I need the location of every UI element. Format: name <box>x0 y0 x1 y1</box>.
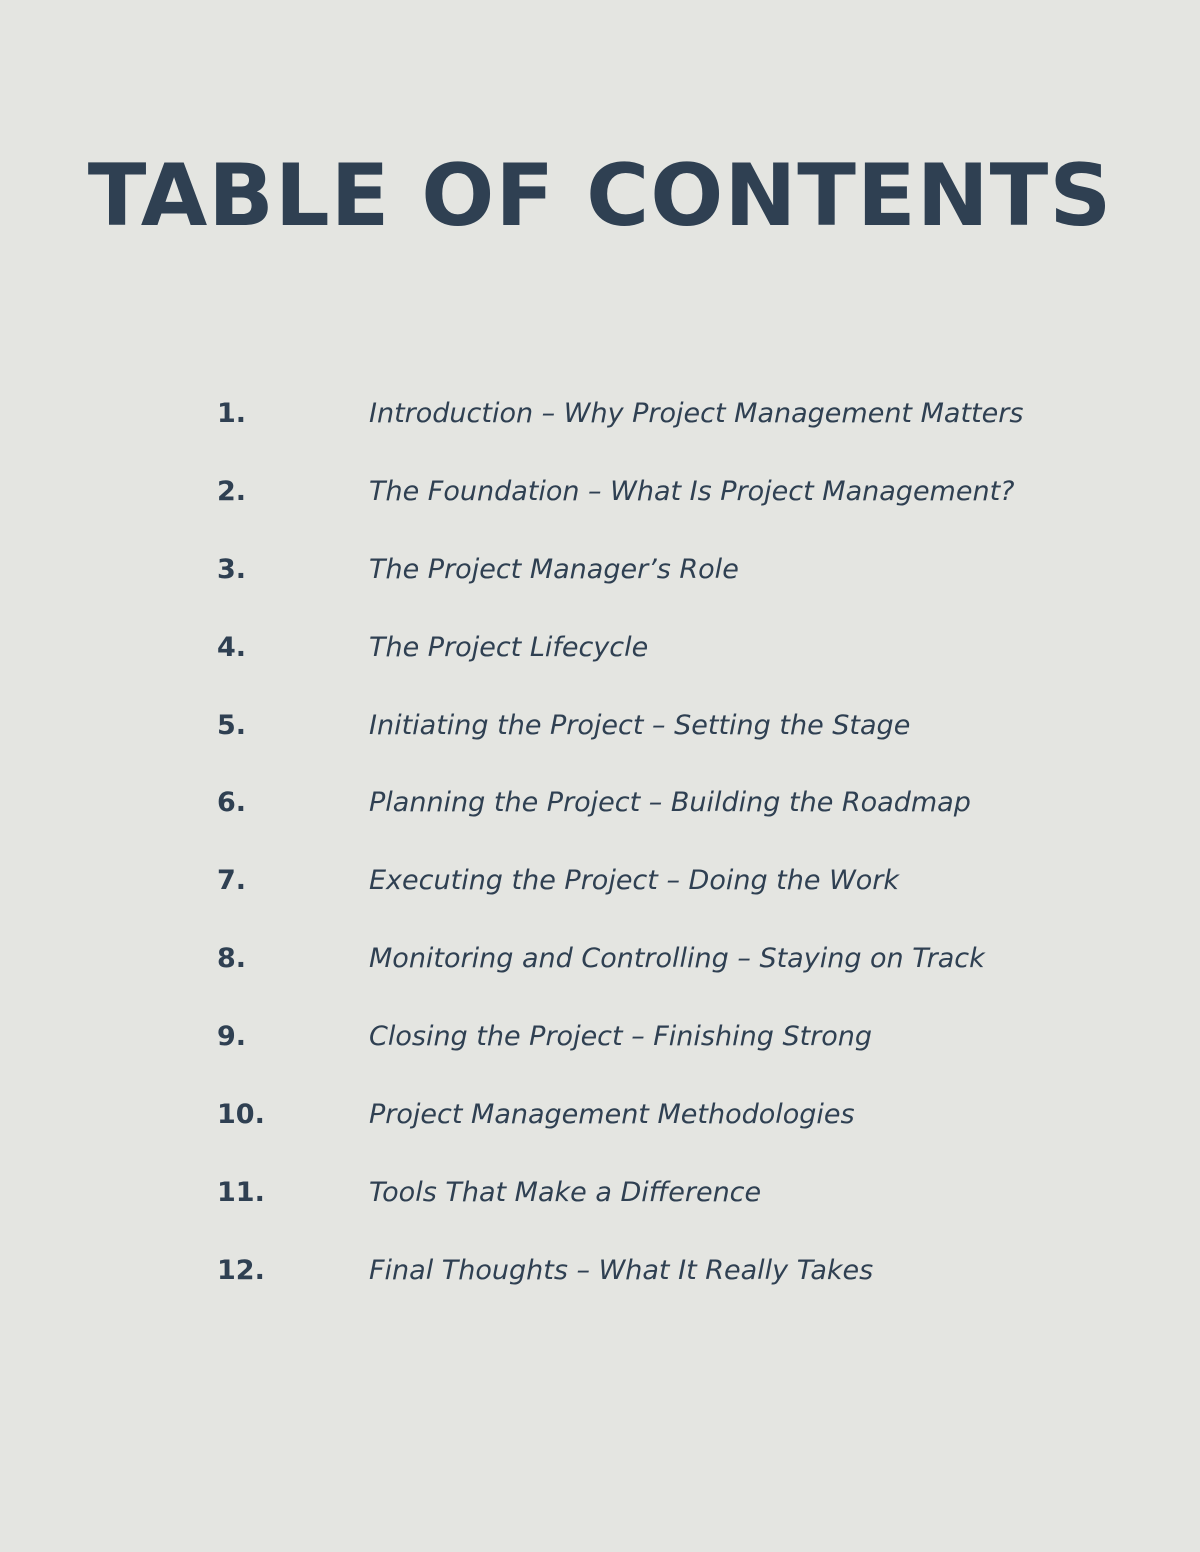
toc-entry-number: 2. <box>217 475 247 507</box>
toc-entry-10 <box>0 1075 1200 1153</box>
toc-entry-title: The Foundation – What Is Project Management? <box>369 475 1015 507</box>
toc-entry-title: The Project Lifecycle <box>369 631 649 663</box>
toc-entry-number: 6. <box>217 787 247 819</box>
toc-entry-number: 11. <box>217 1176 265 1208</box>
toc-entry-2 <box>0 452 1200 530</box>
toc-entry-8 <box>0 919 1200 997</box>
toc-entry-title: Introduction – Why Project Management Matters <box>369 398 1024 429</box>
toc-entry-11 <box>0 1153 1200 1231</box>
toc-entry-title: Executing the Project – Doing the Work <box>369 865 900 897</box>
toc-entry-6 <box>0 763 1200 841</box>
toc-entry-title: Monitoring and Controlling – Staying on Track <box>369 943 985 975</box>
toc-entry-7 <box>0 841 1200 919</box>
toc-entry-title: Final Thoughts – What It Really Takes <box>369 1254 874 1286</box>
toc-entry-number: 5. <box>217 709 247 741</box>
toc-entry-3 <box>0 530 1200 608</box>
toc-entry-number: 1. <box>217 398 247 429</box>
toc-entry-title: The Project Manager’s Role <box>369 553 739 585</box>
toc-entry-number: 12. <box>217 1254 265 1286</box>
toc-entry-12 <box>0 1231 1200 1309</box>
toc-entry-number: 4. <box>217 631 247 663</box>
toc-entry-9 <box>0 997 1200 1075</box>
toc-entry-number: 7. <box>217 865 247 897</box>
toc-entry-5 <box>0 686 1200 764</box>
toc-entry-title: Initiating the Project – Setting the Stage <box>369 709 911 741</box>
toc-entry-4 <box>0 608 1200 686</box>
toc-entry-title: Planning the Project – Building the Roadmap <box>369 787 971 819</box>
toc-entry-number: 10. <box>217 1099 265 1131</box>
toc-entry-number: 3. <box>217 553 247 585</box>
page-title: TABLE OF CONTENTS <box>87 146 1113 246</box>
toc-entry-number: 8. <box>217 943 247 975</box>
toc-entry-number: 9. <box>217 1021 247 1053</box>
toc-entry-title: Project Management Methodologies <box>369 1099 855 1131</box>
table-of-contents-list <box>0 374 1200 1309</box>
toc-entry-1 <box>0 374 1200 452</box>
toc-entry-title: Tools That Make a Difference <box>369 1176 762 1208</box>
toc-entry-title: Closing the Project – Finishing Strong <box>369 1021 873 1053</box>
